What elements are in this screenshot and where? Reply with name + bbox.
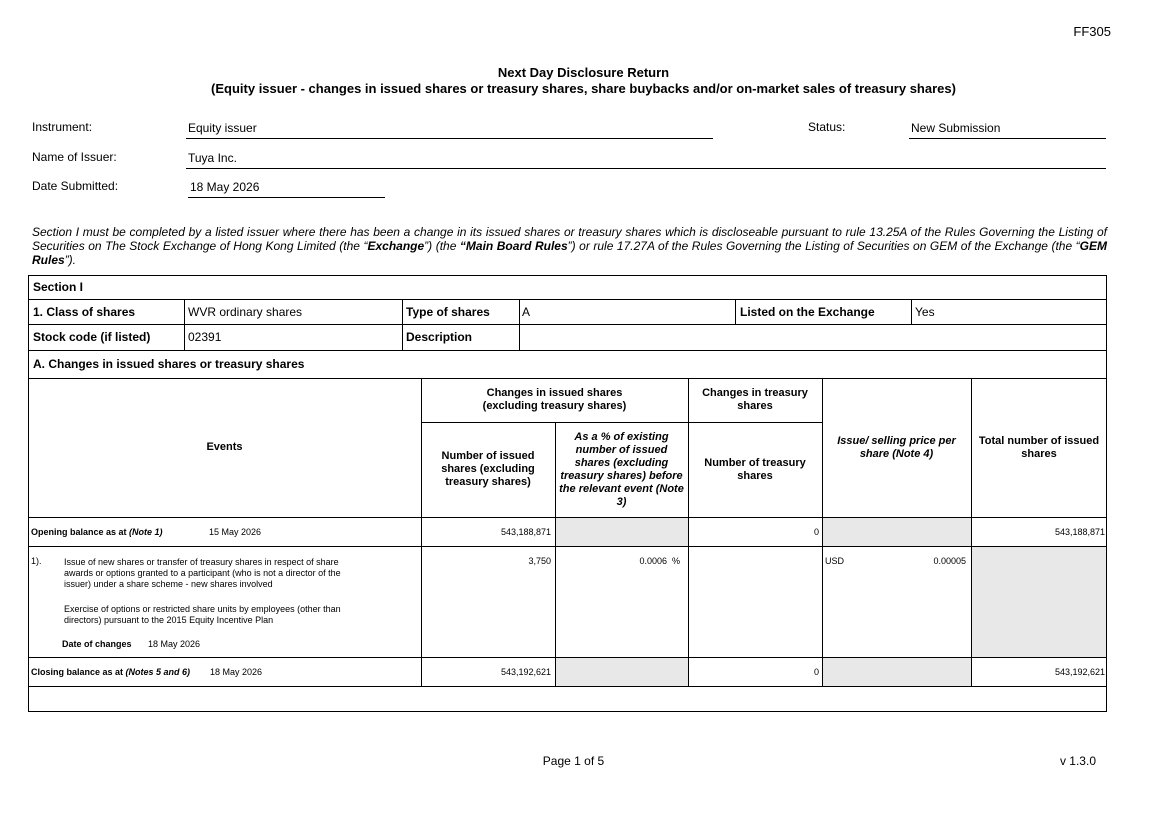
header-price: Issue/ selling price per share (Note 4)	[837, 434, 956, 460]
section-title: Section I	[33, 280, 84, 294]
event-detail: Exercise of options or restricted share units by employees (other than directors) pursuant to the 2015 Equity Incentive Plan	[64, 604, 341, 625]
header-changes-issued: Changes in issued shares (excluding treasury shares)	[482, 387, 627, 412]
opening-total: 543,188,871	[1054, 527, 1105, 537]
instrument-label: Instrument:	[32, 120, 93, 134]
instrument-value: Equity issuer	[186, 121, 713, 139]
stock-code-label: Stock code (if listed)	[33, 330, 151, 344]
opening-num-treasury: 0	[813, 527, 819, 537]
description-label: Description	[406, 330, 473, 344]
event-currency: USD	[825, 556, 845, 566]
type-of-shares-label: Type of shares	[406, 305, 490, 319]
event-description: Issue of new shares or transfer of treasury shares in respect of share awards or options granted to a participant (who is not a director of the issuer) under a share scheme - new shares involved	[64, 557, 341, 589]
header-changes-treasury: Changes in treasury shares	[702, 387, 808, 412]
page-title: Next Day Disclosure Return	[497, 65, 670, 80]
page-subtitle: (Equity issuer - changes in issued shares or treasury shares, share buybacks and/or on-market sales of treasury shares)	[211, 81, 956, 96]
event-pct: 0.0006	[639, 556, 667, 566]
form-id: FF305	[1073, 24, 1111, 39]
status-value: New Submission	[909, 121, 1106, 139]
class-of-shares-value: WVR ordinary shares	[188, 305, 303, 319]
issuer-label: Name of Issuer:	[32, 150, 117, 164]
date-submitted-value: 18 May 2026	[188, 180, 385, 198]
changes-title: A. Changes in issued shares or treasury shares	[33, 357, 305, 371]
version: v 1.3.0	[1059, 754, 1096, 768]
closing-label: Closing balance as at (Notes 5 and 6)	[31, 667, 191, 677]
issuer-value: Tuya Inc.	[186, 151, 1106, 169]
header-num-issued: Number of issued shares (excluding treasury shares)	[441, 450, 535, 488]
date-of-changes-value: 18 May 2026	[148, 639, 201, 649]
header-total: Total number of issued shares	[978, 434, 1100, 460]
closing-num-issued: 543,192,621	[500, 667, 551, 677]
date-of-changes-label: Date of changes	[62, 639, 132, 649]
event-number: 1).	[31, 556, 42, 566]
event-pct-unit: %	[672, 556, 681, 566]
closing-total: 543,192,621	[1054, 667, 1105, 677]
listed-label: Listed on the Exchange	[740, 305, 875, 319]
status-label: Status:	[808, 120, 846, 134]
date-submitted-label: Date Submitted:	[32, 179, 119, 193]
opening-num-issued: 543,188,871	[500, 527, 551, 537]
header-pct-existing: As a % of existing number of issued shares (excluding treasury shares) before the relevant event (Note 3)	[559, 430, 684, 508]
header-num-treasury: Number of treasury shares	[704, 456, 806, 482]
opening-label: Opening balance as at (Note 1)	[31, 527, 163, 537]
class-of-shares-label: 1. Class of shares	[33, 305, 136, 319]
type-of-shares-value: A	[522, 305, 531, 319]
stock-code-value: 02391	[188, 330, 222, 344]
header-events: Events	[206, 441, 243, 453]
section-instruction: Section I must be completed by a listed issuer where there has been a change in its issued shares or treasury shares which is discloseable pursuant to rule 13.25A of the Rules Governing the Listing of Securities on The Stock Exchange of Hong Kong Limited (the “Exchange”) (the “Main Board Rules”) or rule 17.27A of the Rules Governing the Listing of Securities on GEM of the Exchange (the “GEM Rules”).	[32, 225, 1107, 267]
event-price: 0.00005	[933, 556, 966, 566]
closing-num-treasury: 0	[813, 667, 819, 677]
closing-date: 18 May 2026	[210, 667, 263, 677]
page-number: Page 1 of 5	[542, 754, 605, 768]
event-num-issued: 3,750	[528, 556, 551, 566]
opening-date: 15 May 2026	[209, 527, 262, 537]
listed-value: Yes	[915, 305, 935, 319]
